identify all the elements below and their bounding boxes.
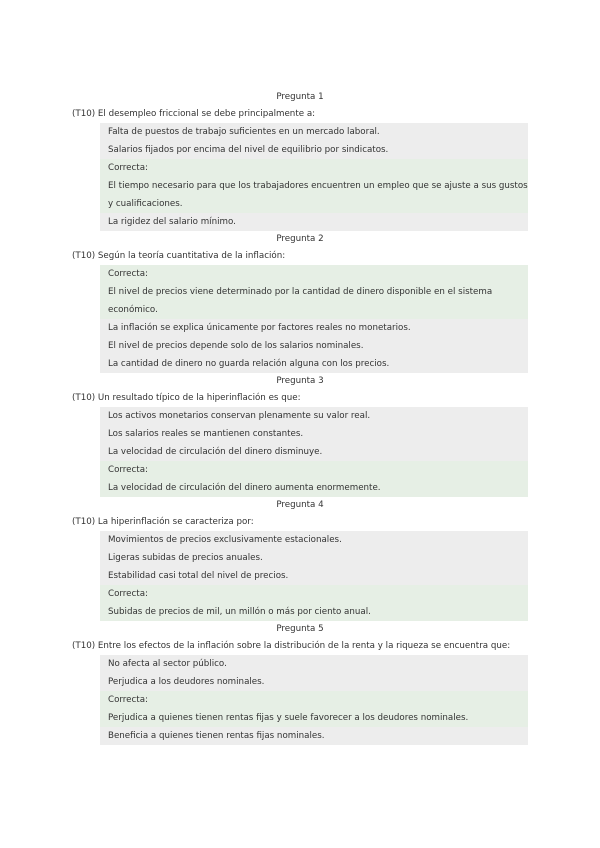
answer-option: La inflación se explica únicamente por factores reales no monetarios. <box>100 319 528 337</box>
correct-answer-option <box>100 461 528 497</box>
question-block <box>72 89 528 231</box>
answer-options <box>100 265 528 373</box>
question-text: (T10) El desempleo friccional se debe principalmente a: <box>72 109 316 119</box>
question-title: Pregunta 1 <box>276 92 324 102</box>
question-text: (T10) Entre los efectos de la inflación sobre la distribución de la renta y la riqueza se encuentra que: <box>72 641 511 651</box>
question-block <box>72 231 528 373</box>
answer-option: Los salarios reales se mantienen constantes. <box>100 425 528 443</box>
answer-option: Falta de puestos de trabajo suficientes en un mercado laboral. <box>100 123 528 141</box>
answer-option: La cantidad de dinero no guarda relación alguna con los precios. <box>100 355 528 373</box>
answer-options <box>100 123 528 231</box>
correct-label: Correcta: <box>108 695 148 705</box>
correct-label: Correcta: <box>108 589 148 599</box>
answer-text: El tiempo necesario para que los trabajadores encuentren un empleo que se ajuste a sus gustos y cualificaciones. <box>108 181 528 209</box>
question-document <box>72 89 528 745</box>
answer-text: Perjudica a quienes tienen rentas fijas y suele favorecer a los deudores nominales. <box>108 713 469 723</box>
question-title: Pregunta 4 <box>276 500 324 510</box>
question-text: (T10) Un resultado típico de la hiperinflación es que: <box>72 393 301 403</box>
correct-label: Correcta: <box>108 269 148 279</box>
question-block <box>72 621 528 745</box>
answer-option: Salarios fijados por encima del nivel de equilibrio por sindicatos. <box>100 141 528 159</box>
answer-options <box>100 655 528 745</box>
answer-options <box>100 407 528 497</box>
answer-option: No afecta al sector público. <box>100 655 528 673</box>
question-text: (T10) Según la teoría cuantitativa de la inflación: <box>72 251 286 261</box>
question-title: Pregunta 3 <box>276 376 324 386</box>
correct-label: Correcta: <box>108 465 148 475</box>
question-block <box>72 373 528 497</box>
correct-label: Correcta: <box>108 163 148 173</box>
correct-answer-option <box>100 159 528 213</box>
answer-option: El nivel de precios depende solo de los salarios nominales. <box>100 337 528 355</box>
answer-text: La velocidad de circulación del dinero aumenta enormemente. <box>108 483 381 493</box>
answer-option: La rigidez del salario mínimo. <box>100 213 528 231</box>
answer-options <box>100 531 528 621</box>
answer-option: Estabilidad casi total del nivel de precios. <box>100 567 528 585</box>
correct-answer-option <box>100 585 528 621</box>
question-block <box>72 497 528 621</box>
answer-option: Movimientos de precios exclusivamente estacionales. <box>100 531 528 549</box>
correct-answer-option <box>100 691 528 727</box>
answer-option: Perjudica a los deudores nominales. <box>100 673 528 691</box>
answer-text: El nivel de precios viene determinado por la cantidad de dinero disponible en el sistema económico. <box>108 287 493 315</box>
question-text: (T10) La hiperinflación se caracteriza por: <box>72 517 254 527</box>
answer-option: Ligeras subidas de precios anuales. <box>100 549 528 567</box>
answer-text: Subidas de precios de mil, un millón o más por ciento anual. <box>108 607 371 617</box>
answer-option: Beneficia a quienes tienen rentas fijas nominales. <box>100 727 528 745</box>
correct-answer-option <box>100 265 528 319</box>
answer-option: La velocidad de circulación del dinero disminuye. <box>100 443 528 461</box>
answer-option: Los activos monetarios conservan plenamente su valor real. <box>100 407 528 425</box>
question-title: Pregunta 5 <box>276 624 324 634</box>
question-title: Pregunta 2 <box>276 234 324 244</box>
